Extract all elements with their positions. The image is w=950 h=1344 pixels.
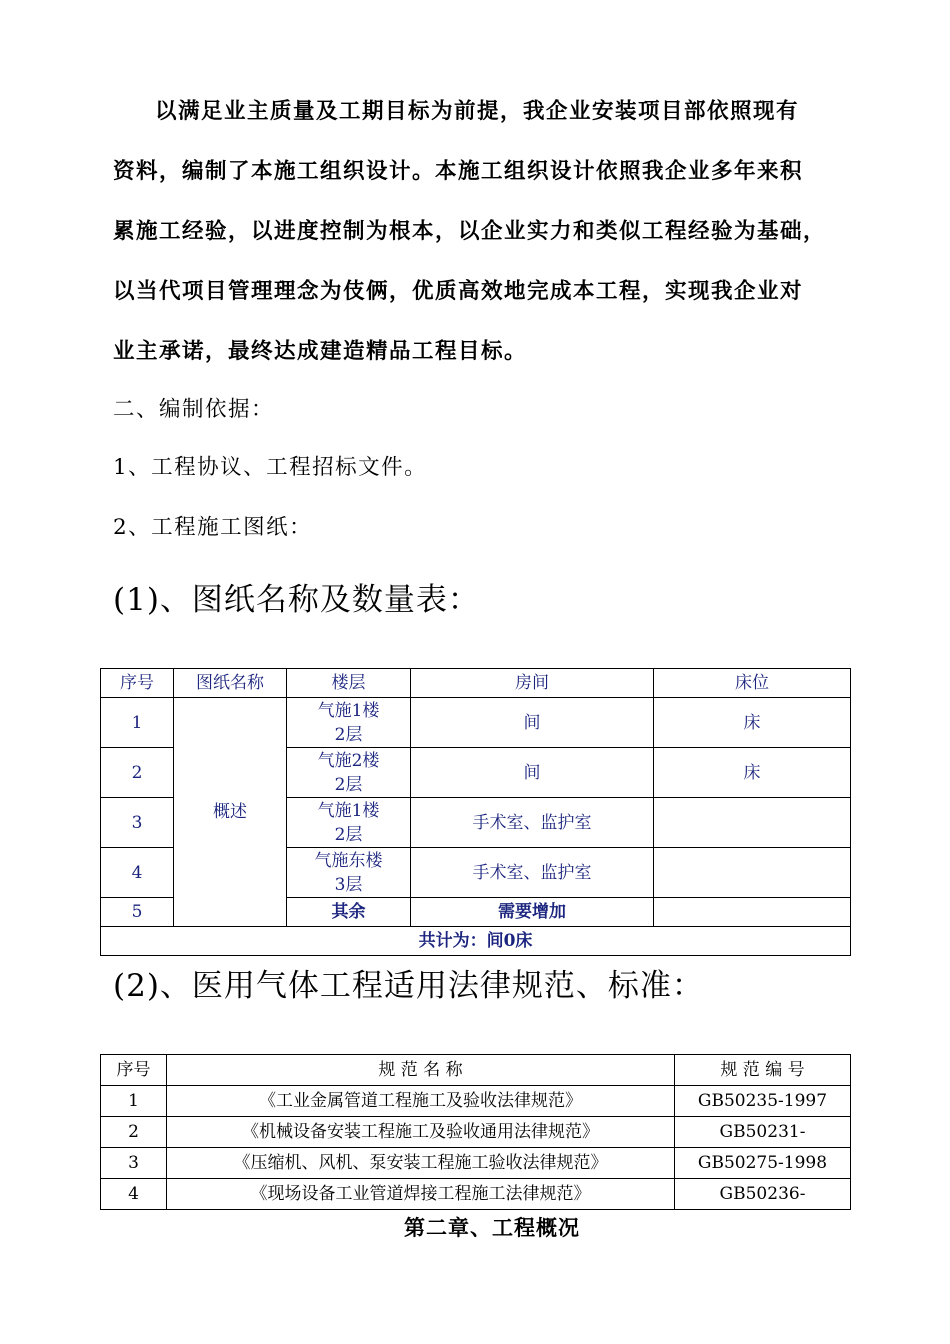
floor-building: 气施1楼 xyxy=(317,800,380,821)
total-row xyxy=(101,927,851,956)
drawings-table-heading: (1)、图纸名称及数量表： xyxy=(113,582,480,618)
intro-line-1: 以满足业主质量及工期目标为前提，我企业安装项目部依照现有 xyxy=(155,99,800,124)
row-floor xyxy=(287,848,411,898)
row-bed xyxy=(654,898,851,927)
row-room: 间 xyxy=(411,698,654,748)
floor-level: 3层 xyxy=(334,874,363,895)
floor-level: 2层 xyxy=(334,774,363,795)
table-row xyxy=(101,1148,851,1179)
row-standard-code: GB50235-1997 xyxy=(675,1086,851,1117)
intro-line-2: 资料，编制了本施工组织设计。本施工组织设计依照我企业多年来积 xyxy=(113,159,804,184)
row-no: 3 xyxy=(101,798,174,848)
row-bed: 床 xyxy=(654,698,851,748)
row-floor xyxy=(287,698,411,748)
standards-table xyxy=(100,1054,851,1210)
row-standard-code: GB50231- xyxy=(675,1117,851,1148)
row-standard-code: GB50236- xyxy=(675,1179,851,1210)
row-no: 5 xyxy=(101,898,174,927)
chapter-title: 第二章、工程概况 xyxy=(404,1215,580,1240)
header-standard-code: 规 范 编 号 xyxy=(675,1055,851,1086)
header-no: 序号 xyxy=(101,1055,167,1086)
floor-level: 2层 xyxy=(334,724,363,745)
row-standard-code: GB50275-1998 xyxy=(675,1148,851,1179)
intro-line-5: 业主承诺，最终达成建造精品工程目标。 xyxy=(113,339,528,364)
row-bed xyxy=(654,848,851,898)
row-no: 2 xyxy=(101,748,174,798)
drawings-table xyxy=(100,668,851,956)
row-standard-name: 《机械设备安装工程施工及验收通用法律规范》 xyxy=(167,1117,675,1148)
row-room: 需要增加 xyxy=(411,898,654,927)
basis-item-2: 2、工程施工图纸： xyxy=(113,515,313,540)
row-standard-name: 《工业金属管道工程施工及验收法律规范》 xyxy=(167,1086,675,1117)
row-no: 3 xyxy=(101,1148,167,1179)
row-floor xyxy=(287,798,411,848)
row-room: 手术室、监护室 xyxy=(411,798,654,848)
row-no: 4 xyxy=(101,1179,167,1210)
drawing-name-merged: 概述 xyxy=(174,698,287,927)
table-row xyxy=(101,1086,851,1117)
header-drawing-name: 图纸名称 xyxy=(174,669,287,698)
row-no: 1 xyxy=(101,1086,167,1117)
standards-table-heading: (2)、医用气体工程适用法律规范、标准： xyxy=(113,968,704,1004)
row-standard-name: 《压缩机、风机、泵安装工程施工验收法律规范》 xyxy=(167,1148,675,1179)
row-room: 手术室、监护室 xyxy=(411,848,654,898)
floor-building: 气施1楼 xyxy=(317,700,380,721)
row-bed xyxy=(654,798,851,848)
row-no: 1 xyxy=(101,698,174,748)
basis-title: 二、编制依据： xyxy=(113,397,275,422)
table-row xyxy=(101,1179,851,1210)
header-standard-name: 规 范 名 称 xyxy=(167,1055,675,1086)
table-row xyxy=(101,698,851,748)
header-bed: 床位 xyxy=(654,669,851,698)
row-floor xyxy=(287,748,411,798)
header-room: 房间 xyxy=(411,669,654,698)
intro-line-4: 以当代项目管理理念为伎俩，优质高效地完成本工程，实现我企业对 xyxy=(113,279,804,304)
table-row xyxy=(101,1117,851,1148)
intro-line-3: 累施工经验，以进度控制为根本，以企业实力和类似工程经验为基础， xyxy=(113,219,827,244)
floor-building: 气施2楼 xyxy=(317,750,380,771)
row-room: 间 xyxy=(411,748,654,798)
basis-item-1: 1、工程协议、工程招标文件。 xyxy=(113,455,428,480)
floor-building: 气施东楼 xyxy=(314,850,383,871)
row-standard-name: 《现场设备工业管道焊接工程施工法律规范》 xyxy=(167,1179,675,1210)
row-no: 4 xyxy=(101,848,174,898)
header-floor: 楼层 xyxy=(287,669,411,698)
row-bed: 床 xyxy=(654,748,851,798)
row-no: 2 xyxy=(101,1117,167,1148)
row-floor: 其余 xyxy=(287,898,411,927)
header-no: 序号 xyxy=(101,669,174,698)
floor-level: 2层 xyxy=(334,824,363,845)
total-text: 共计为：间0床 xyxy=(101,927,851,956)
